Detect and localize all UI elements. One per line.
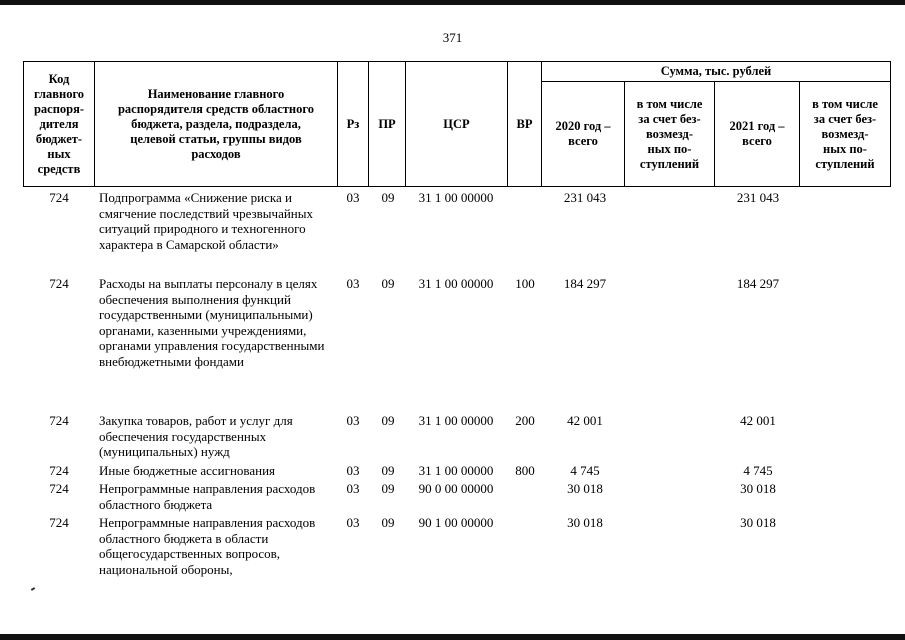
header-2021-total: 2021 год – всего bbox=[715, 82, 800, 187]
row-csr: 31 1 00 00000 bbox=[418, 463, 494, 478]
header-vr: ВР bbox=[508, 62, 542, 187]
row-name: Подпрограмма «Снижение риска и смягчение последствий чрезвычайных ситуаций природного и техногенного характера в Самарской области» bbox=[99, 190, 313, 252]
row-csr: 31 1 00 00000 bbox=[418, 190, 494, 205]
row-csr: 90 0 00 00000 bbox=[418, 481, 494, 496]
row-name: Закупка товаров, работ и услуг для обеспечения государственных (муниципальных) нужд bbox=[99, 413, 293, 459]
header-csr: ЦСР bbox=[406, 62, 508, 187]
header-pr: ПР bbox=[369, 62, 406, 187]
row-code: 724 bbox=[49, 276, 69, 291]
row-name: Непрограммные направления расходов областного бюджета в области общегосударственных вопросов, национальной обороны, bbox=[99, 515, 316, 577]
header-2020-free: в том числе за счет без-возмезд-ных по-ступлений bbox=[625, 82, 715, 187]
row-2020: 4 745 bbox=[570, 463, 600, 478]
row-2021: 30 018 bbox=[740, 481, 776, 496]
row-csr: 90 1 00 00000 bbox=[418, 515, 494, 530]
top-border bbox=[0, 0, 905, 5]
row-name: Иные бюджетные ассигнования bbox=[99, 463, 276, 478]
row-vr: 800 bbox=[515, 463, 535, 478]
row-code: 724 bbox=[49, 413, 69, 428]
header-2020-total: 2020 год – всего bbox=[542, 82, 625, 187]
row-pr: 09 bbox=[381, 481, 395, 496]
row-rz: 03 bbox=[346, 413, 360, 428]
header-2021-free: в том числе за счет без-возмезд-ных по-ступлений bbox=[800, 82, 891, 187]
row-pr: 09 bbox=[381, 276, 395, 291]
row-pr: 09 bbox=[381, 463, 395, 478]
row-code: 724 bbox=[49, 515, 69, 530]
row-pr: 09 bbox=[381, 190, 395, 205]
table-header bbox=[23, 61, 891, 187]
header-rz: Рз bbox=[338, 62, 369, 187]
row-rz: 03 bbox=[346, 481, 360, 496]
header-name: Наименование главного распорядителя средств областного бюджета, раздела, подраздела, целевой статьи, группы видов расходов bbox=[95, 62, 338, 187]
row-2020: 231 043 bbox=[563, 190, 607, 205]
row-2020: 184 297 bbox=[563, 276, 607, 291]
row-2021: 42 001 bbox=[740, 413, 776, 428]
row-pr: 09 bbox=[381, 413, 395, 428]
row-2021: 4 745 bbox=[743, 463, 773, 478]
row-vr: 200 bbox=[515, 413, 535, 428]
header-code: Код главного распоря-дителя бюджет-ных средств bbox=[24, 62, 95, 187]
row-rz: 03 bbox=[346, 276, 360, 291]
row-code: 724 bbox=[49, 190, 69, 205]
row-code: 724 bbox=[49, 463, 69, 478]
header-sum: Сумма, тыс. рублей bbox=[542, 62, 891, 82]
row-pr: 09 bbox=[381, 515, 395, 530]
row-2020: 30 018 bbox=[567, 481, 603, 496]
row-code: 724 bbox=[49, 481, 69, 496]
scan-speck bbox=[31, 587, 35, 591]
page-number: 371 bbox=[442, 30, 463, 45]
row-2020: 30 018 bbox=[567, 515, 603, 530]
row-2021: 30 018 bbox=[740, 515, 776, 530]
row-csr: 31 1 00 00000 bbox=[418, 413, 494, 428]
row-rz: 03 bbox=[346, 463, 360, 478]
row-rz: 03 bbox=[346, 190, 360, 205]
bottom-border bbox=[0, 634, 905, 640]
row-vr: 100 bbox=[515, 276, 535, 291]
row-csr: 31 1 00 00000 bbox=[418, 276, 494, 291]
row-2021: 184 297 bbox=[736, 276, 780, 291]
row-name: Непрограммные направления расходов областного бюджета bbox=[99, 481, 316, 512]
row-rz: 03 bbox=[346, 515, 360, 530]
row-2021: 231 043 bbox=[736, 190, 780, 205]
row-name: Расходы на выплаты персоналу в целях обеспечения выполнения функций государственными (муниципальными) органами, казенными учреждениями, органами управления государственными внебюджетными фондами bbox=[99, 276, 325, 369]
row-2020: 42 001 bbox=[567, 413, 603, 428]
